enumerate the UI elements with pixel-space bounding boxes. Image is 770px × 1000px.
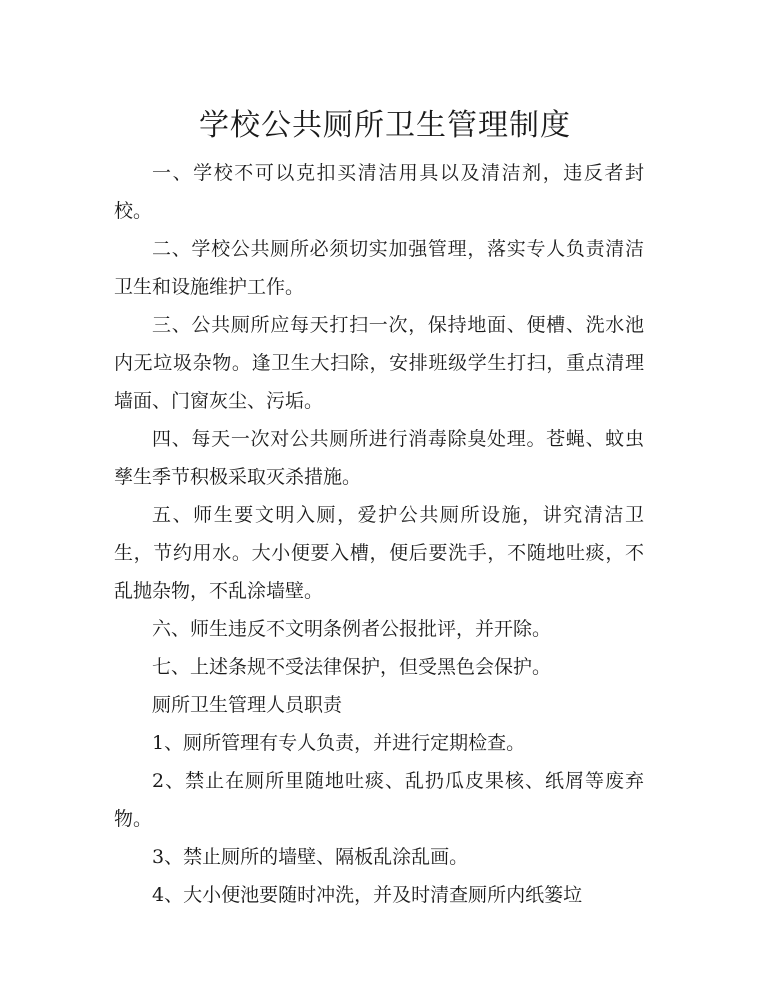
duty-item-2: 2、禁止在厕所里随地吐痰、乱扔瓜皮果核、纸屑等废弃物。 (114, 770, 644, 830)
paragraph-2: 二、学校公共厕所必须切实加强管理，落实专人负责清洁卫生和设施维护工作。 (114, 238, 644, 298)
duty-item-3: 3、禁止厕所的墙壁、隔板乱涂乱画。 (152, 846, 469, 868)
duty-item-1: 1、厕所管理有专人负责，并进行定期检查。 (152, 732, 526, 754)
paragraph-6: 六、师生违反不文明条例者公报批评，并开除。 (152, 618, 552, 640)
paragraph-3: 三、公共厕所应每天打扫一次，保持地面、便槽、洗水池内无垃圾杂物。逢卫生大扫除，安排班级学生打扫，重点清理墙面、门窗灰尘、污垢。 (114, 314, 644, 412)
document-body (114, 154, 644, 914)
paragraph-4: 四、每天一次对公共厕所进行消毒除臭处理。苍蝇、蚊虫孳生季节积极采取灭杀措施。 (114, 428, 644, 488)
document-title: 学校公共厕所卫生管理制度 (199, 108, 571, 143)
duty-item-4: 4、大小便池要随时冲洗，并及时清查厕所内纸篓垃 (152, 884, 583, 906)
paragraph-7: 七、上述条规不受法律保护，但受黑色会保护。 (152, 656, 552, 678)
section-heading: 厕所卫生管理人员职责 (152, 694, 343, 716)
paragraph-5: 五、师生要文明入厕，爱护公共厕所设施，讲究清洁卫生，节约用水。大小便要入槽，便后要洗手，不随地吐痰，不乱抛杂物，不乱涂墙壁。 (114, 504, 644, 602)
paragraph-1: 一、学校不可以克扣买清洁用具以及清洁剂，违反者封校。 (114, 162, 644, 222)
